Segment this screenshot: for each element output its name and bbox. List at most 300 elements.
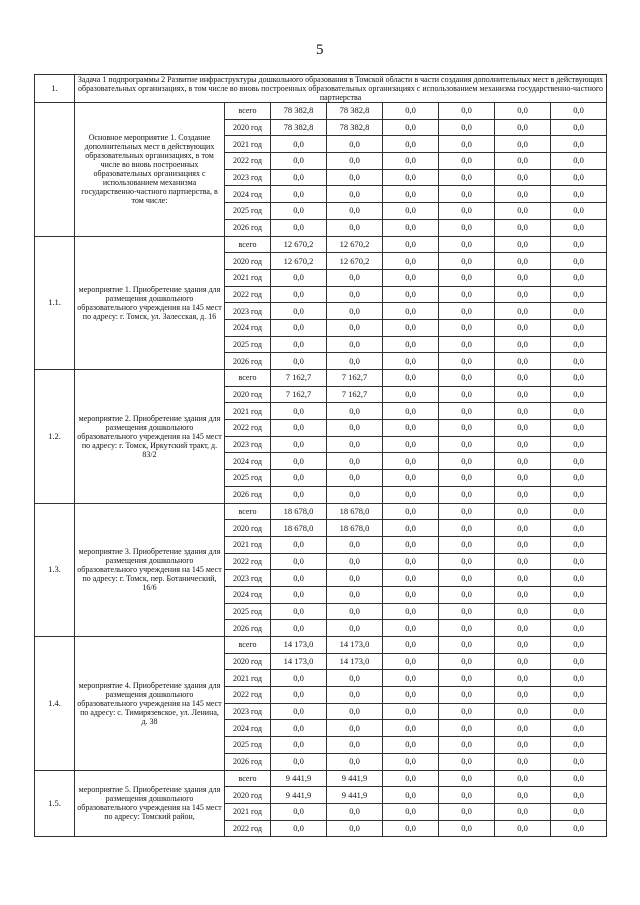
- period-cell: 2025 год: [225, 603, 271, 620]
- value-cell: 0,0: [383, 753, 439, 770]
- value-cell: 0,0: [551, 169, 607, 186]
- value-cell: 0,0: [271, 553, 327, 570]
- value-cell: 0,0: [551, 386, 607, 403]
- value-cell: 0,0: [551, 520, 607, 537]
- value-cell: 0,0: [327, 803, 383, 820]
- value-cell: 0,0: [383, 353, 439, 370]
- value-cell: 14 173,0: [327, 653, 383, 670]
- value-cell: 0,0: [495, 436, 551, 453]
- value-cell: 14 173,0: [271, 637, 327, 654]
- value-cell: 0,0: [271, 470, 327, 487]
- value-cell: 0,0: [383, 169, 439, 186]
- value-cell: 0,0: [383, 186, 439, 203]
- period-cell: всего: [225, 370, 271, 387]
- value-cell: 0,0: [327, 436, 383, 453]
- value-cell: 0,0: [383, 453, 439, 470]
- value-cell: 0,0: [327, 269, 383, 286]
- activity-name: Основное мероприятие 1. Создание дополнительных мест в действующих образовательных организациях, в том числе во вновь построенных образовательных организациях с использованием механизма государственно-частного партнерства, в том числе:: [75, 103, 225, 237]
- value-cell: 0,0: [439, 753, 495, 770]
- value-cell: 0,0: [271, 820, 327, 837]
- value-cell: 0,0: [551, 353, 607, 370]
- value-cell: 0,0: [383, 520, 439, 537]
- value-cell: 0,0: [439, 169, 495, 186]
- value-cell: 0,0: [383, 703, 439, 720]
- period-cell: всего: [225, 770, 271, 787]
- period-cell: 2020 год: [225, 386, 271, 403]
- value-cell: 0,0: [495, 770, 551, 787]
- value-cell: 0,0: [327, 470, 383, 487]
- task-number: 1.: [35, 75, 75, 103]
- period-cell: 2026 год: [225, 620, 271, 637]
- value-cell: 0,0: [271, 753, 327, 770]
- value-cell: 0,0: [551, 319, 607, 336]
- value-cell: 0,0: [383, 420, 439, 437]
- value-cell: 0,0: [383, 803, 439, 820]
- value-cell: 7 162,7: [271, 370, 327, 387]
- value-cell: 18 678,0: [271, 520, 327, 537]
- value-cell: 0,0: [383, 219, 439, 236]
- value-cell: 0,0: [551, 403, 607, 420]
- period-cell: 2020 год: [225, 653, 271, 670]
- value-cell: 0,0: [439, 136, 495, 153]
- value-cell: 0,0: [439, 820, 495, 837]
- value-cell: 0,0: [327, 136, 383, 153]
- value-cell: 0,0: [271, 670, 327, 687]
- value-cell: 0,0: [495, 653, 551, 670]
- value-cell: 78 382,8: [271, 119, 327, 136]
- period-cell: 2024 год: [225, 586, 271, 603]
- value-cell: 0,0: [551, 670, 607, 687]
- value-cell: 0,0: [495, 203, 551, 220]
- period-cell: 2023 год: [225, 169, 271, 186]
- value-cell: 0,0: [383, 253, 439, 270]
- value-cell: 0,0: [271, 153, 327, 170]
- value-cell: 18 678,0: [327, 503, 383, 520]
- value-cell: 0,0: [439, 803, 495, 820]
- value-cell: 18 678,0: [327, 520, 383, 537]
- value-cell: 0,0: [495, 286, 551, 303]
- value-cell: 0,0: [495, 153, 551, 170]
- value-cell: 78 382,8: [271, 103, 327, 120]
- value-cell: 0,0: [271, 536, 327, 553]
- value-cell: 0,0: [439, 770, 495, 787]
- period-cell: 2020 год: [225, 119, 271, 136]
- value-cell: 0,0: [383, 470, 439, 487]
- table-row: [35, 103, 607, 120]
- value-cell: 0,0: [551, 536, 607, 553]
- value-cell: 0,0: [327, 336, 383, 353]
- task-title: Задача 1 подпрограммы 2 Развитие инфраструктуры дошкольного образования в Томской области в части создания дополнительных мест в действующих образовательных организациях, в том числе во вновь построенных образовательных организациях с использованием механизма государственно-частного партнерства: [75, 75, 607, 103]
- period-cell: 2021 год: [225, 136, 271, 153]
- value-cell: 0,0: [495, 353, 551, 370]
- value-cell: 0,0: [383, 536, 439, 553]
- value-cell: 0,0: [551, 219, 607, 236]
- value-cell: 0,0: [439, 286, 495, 303]
- value-cell: 0,0: [271, 186, 327, 203]
- value-cell: 9 441,9: [327, 770, 383, 787]
- period-cell: 2025 год: [225, 336, 271, 353]
- value-cell: 0,0: [271, 586, 327, 603]
- activity-name: мероприятие 3. Приобретение здания для размещения дошкольного образовательного учреждения на 145 мест по адресу: г. Томск, пер. Ботанический, 16/6: [75, 503, 225, 637]
- period-cell: 2022 год: [225, 153, 271, 170]
- period-cell: 2022 год: [225, 286, 271, 303]
- period-cell: 2025 год: [225, 203, 271, 220]
- value-cell: 0,0: [495, 553, 551, 570]
- period-cell: 2024 год: [225, 720, 271, 737]
- value-cell: 0,0: [551, 570, 607, 587]
- value-cell: 0,0: [327, 586, 383, 603]
- value-cell: 0,0: [271, 353, 327, 370]
- value-cell: 0,0: [551, 453, 607, 470]
- value-cell: 0,0: [327, 570, 383, 587]
- period-cell: 2022 год: [225, 687, 271, 704]
- value-cell: 0,0: [495, 219, 551, 236]
- value-cell: 0,0: [383, 436, 439, 453]
- value-cell: 0,0: [327, 169, 383, 186]
- value-cell: 0,0: [327, 319, 383, 336]
- value-cell: 0,0: [495, 620, 551, 637]
- value-cell: 0,0: [271, 620, 327, 637]
- value-cell: 0,0: [383, 820, 439, 837]
- value-cell: 0,0: [383, 303, 439, 320]
- value-cell: 0,0: [327, 486, 383, 503]
- value-cell: 0,0: [495, 420, 551, 437]
- value-cell: 0,0: [551, 436, 607, 453]
- value-cell: 0,0: [383, 553, 439, 570]
- period-cell: всего: [225, 103, 271, 120]
- value-cell: 0,0: [439, 586, 495, 603]
- value-cell: 0,0: [439, 553, 495, 570]
- value-cell: 0,0: [551, 603, 607, 620]
- value-cell: 0,0: [271, 687, 327, 704]
- period-cell: всего: [225, 637, 271, 654]
- value-cell: 0,0: [551, 486, 607, 503]
- value-cell: 9 441,9: [327, 787, 383, 804]
- value-cell: 0,0: [495, 503, 551, 520]
- value-cell: 0,0: [439, 403, 495, 420]
- value-cell: 0,0: [551, 820, 607, 837]
- value-cell: 0,0: [327, 420, 383, 437]
- value-cell: 0,0: [271, 336, 327, 353]
- value-cell: 0,0: [439, 236, 495, 253]
- value-cell: 0,0: [439, 303, 495, 320]
- value-cell: 12 670,2: [271, 236, 327, 253]
- value-cell: 0,0: [383, 403, 439, 420]
- value-cell: 0,0: [271, 169, 327, 186]
- value-cell: 0,0: [551, 720, 607, 737]
- program-table: [34, 74, 607, 837]
- value-cell: 12 670,2: [271, 253, 327, 270]
- value-cell: 0,0: [439, 370, 495, 387]
- value-cell: 0,0: [495, 319, 551, 336]
- value-cell: 0,0: [439, 219, 495, 236]
- page-number: 5: [316, 42, 324, 58]
- value-cell: 0,0: [551, 503, 607, 520]
- value-cell: 0,0: [551, 803, 607, 820]
- value-cell: 18 678,0: [271, 503, 327, 520]
- value-cell: 0,0: [551, 420, 607, 437]
- value-cell: 0,0: [551, 637, 607, 654]
- value-cell: 0,0: [383, 770, 439, 787]
- value-cell: 0,0: [495, 370, 551, 387]
- period-cell: 2020 год: [225, 520, 271, 537]
- value-cell: 0,0: [551, 236, 607, 253]
- value-cell: 12 670,2: [327, 253, 383, 270]
- value-cell: 0,0: [495, 453, 551, 470]
- value-cell: 0,0: [439, 470, 495, 487]
- value-cell: 0,0: [495, 536, 551, 553]
- value-cell: 0,0: [383, 370, 439, 387]
- value-cell: 0,0: [439, 603, 495, 620]
- value-cell: 0,0: [383, 653, 439, 670]
- period-cell: 2024 год: [225, 186, 271, 203]
- value-cell: 0,0: [439, 687, 495, 704]
- value-cell: 0,0: [495, 787, 551, 804]
- value-cell: 0,0: [495, 186, 551, 203]
- period-cell: 2023 год: [225, 570, 271, 587]
- table-row: [35, 503, 607, 520]
- value-cell: 9 441,9: [271, 770, 327, 787]
- value-cell: 0,0: [327, 670, 383, 687]
- value-cell: 0,0: [383, 286, 439, 303]
- value-cell: 14 173,0: [271, 653, 327, 670]
- value-cell: 0,0: [495, 570, 551, 587]
- value-cell: 0,0: [271, 803, 327, 820]
- period-cell: 2026 год: [225, 353, 271, 370]
- value-cell: 0,0: [495, 753, 551, 770]
- value-cell: 0,0: [327, 186, 383, 203]
- activity-name: мероприятие 4. Приобретение здания для размещения дошкольного образовательного учреждения на 145 мест по адресу: с. Тимирязевское, ул. Ленина, д. 38: [75, 637, 225, 771]
- value-cell: 0,0: [439, 386, 495, 403]
- value-cell: 0,0: [551, 737, 607, 754]
- value-cell: 0,0: [495, 136, 551, 153]
- value-cell: 0,0: [495, 687, 551, 704]
- value-cell: 0,0: [383, 586, 439, 603]
- value-cell: 0,0: [439, 186, 495, 203]
- value-cell: 0,0: [271, 436, 327, 453]
- value-cell: 12 670,2: [327, 236, 383, 253]
- value-cell: 0,0: [327, 219, 383, 236]
- value-cell: 7 162,7: [327, 386, 383, 403]
- activity-name: мероприятие 1. Приобретение здания для размещения дошкольного образовательного учреждения на 145 мест по адресу: г. Томск, ул. Залесская, д. 16: [75, 236, 225, 370]
- period-cell: 2021 год: [225, 536, 271, 553]
- table-body: [35, 75, 607, 837]
- value-cell: 0,0: [495, 520, 551, 537]
- value-cell: 0,0: [383, 386, 439, 403]
- value-cell: 0,0: [439, 536, 495, 553]
- period-cell: всего: [225, 236, 271, 253]
- activity-number: 1.3.: [35, 503, 75, 637]
- period-cell: 2021 год: [225, 403, 271, 420]
- value-cell: 0,0: [495, 586, 551, 603]
- value-cell: 0,0: [495, 253, 551, 270]
- value-cell: 0,0: [271, 203, 327, 220]
- value-cell: 0,0: [271, 703, 327, 720]
- activity-number: 1.1.: [35, 236, 75, 370]
- value-cell: 0,0: [551, 753, 607, 770]
- value-cell: 0,0: [327, 286, 383, 303]
- table-row: [35, 637, 607, 654]
- value-cell: 0,0: [439, 703, 495, 720]
- value-cell: 0,0: [551, 470, 607, 487]
- value-cell: 0,0: [551, 553, 607, 570]
- value-cell: 0,0: [439, 453, 495, 470]
- value-cell: 0,0: [383, 503, 439, 520]
- value-cell: 0,0: [271, 403, 327, 420]
- period-cell: 2020 год: [225, 787, 271, 804]
- value-cell: 0,0: [551, 370, 607, 387]
- value-cell: 0,0: [327, 536, 383, 553]
- value-cell: 0,0: [495, 169, 551, 186]
- value-cell: 0,0: [439, 570, 495, 587]
- value-cell: 0,0: [327, 620, 383, 637]
- value-cell: 0,0: [327, 687, 383, 704]
- value-cell: 0,0: [439, 336, 495, 353]
- period-cell: всего: [225, 503, 271, 520]
- value-cell: 0,0: [551, 586, 607, 603]
- value-cell: 0,0: [327, 153, 383, 170]
- period-cell: 2023 год: [225, 703, 271, 720]
- value-cell: 0,0: [495, 670, 551, 687]
- value-cell: 0,0: [327, 553, 383, 570]
- value-cell: 0,0: [439, 436, 495, 453]
- value-cell: 0,0: [495, 486, 551, 503]
- value-cell: 0,0: [439, 520, 495, 537]
- value-cell: 7 162,7: [271, 386, 327, 403]
- value-cell: 9 441,9: [271, 787, 327, 804]
- value-cell: 0,0: [495, 269, 551, 286]
- value-cell: 0,0: [439, 203, 495, 220]
- value-cell: 0,0: [271, 303, 327, 320]
- value-cell: 0,0: [271, 453, 327, 470]
- period-cell: 2022 год: [225, 820, 271, 837]
- value-cell: 0,0: [551, 253, 607, 270]
- value-cell: 0,0: [439, 269, 495, 286]
- activity-name: мероприятие 5. Приобретение здания для размещения дошкольного образовательного учреждения на 145 мест по адресу: Томский район,: [75, 770, 225, 837]
- value-cell: 0,0: [439, 119, 495, 136]
- value-cell: 0,0: [383, 737, 439, 754]
- value-cell: 0,0: [439, 637, 495, 654]
- value-cell: 0,0: [327, 403, 383, 420]
- period-cell: 2026 год: [225, 753, 271, 770]
- value-cell: 0,0: [495, 336, 551, 353]
- value-cell: 0,0: [495, 603, 551, 620]
- value-cell: 0,0: [383, 670, 439, 687]
- value-cell: 0,0: [383, 203, 439, 220]
- value-cell: 0,0: [551, 653, 607, 670]
- value-cell: 0,0: [495, 403, 551, 420]
- value-cell: 0,0: [439, 670, 495, 687]
- value-cell: 0,0: [271, 420, 327, 437]
- value-cell: 0,0: [271, 136, 327, 153]
- value-cell: 0,0: [495, 236, 551, 253]
- value-cell: 0,0: [271, 286, 327, 303]
- value-cell: 0,0: [495, 703, 551, 720]
- period-cell: 2021 год: [225, 803, 271, 820]
- value-cell: 0,0: [495, 386, 551, 403]
- value-cell: 0,0: [551, 687, 607, 704]
- value-cell: 0,0: [383, 136, 439, 153]
- task-row: [35, 75, 607, 103]
- value-cell: 0,0: [439, 503, 495, 520]
- value-cell: 0,0: [271, 269, 327, 286]
- value-cell: 0,0: [327, 753, 383, 770]
- value-cell: 0,0: [439, 486, 495, 503]
- value-cell: 0,0: [551, 336, 607, 353]
- value-cell: 0,0: [271, 720, 327, 737]
- period-cell: 2024 год: [225, 453, 271, 470]
- value-cell: 0,0: [439, 353, 495, 370]
- value-cell: 0,0: [551, 770, 607, 787]
- activity-number: 1.2.: [35, 370, 75, 504]
- period-cell: 2022 год: [225, 553, 271, 570]
- value-cell: 0,0: [383, 103, 439, 120]
- value-cell: 0,0: [495, 470, 551, 487]
- value-cell: 0,0: [551, 136, 607, 153]
- value-cell: 0,0: [327, 820, 383, 837]
- period-cell: 2026 год: [225, 219, 271, 236]
- value-cell: 0,0: [271, 486, 327, 503]
- value-cell: 0,0: [551, 303, 607, 320]
- value-cell: 0,0: [551, 787, 607, 804]
- value-cell: 0,0: [383, 620, 439, 637]
- value-cell: 0,0: [327, 603, 383, 620]
- period-cell: 2026 год: [225, 486, 271, 503]
- value-cell: 0,0: [327, 703, 383, 720]
- value-cell: 0,0: [551, 703, 607, 720]
- value-cell: 0,0: [327, 737, 383, 754]
- value-cell: 0,0: [439, 653, 495, 670]
- activity-number: [35, 103, 75, 237]
- table-row: [35, 770, 607, 787]
- value-cell: 0,0: [383, 603, 439, 620]
- value-cell: 0,0: [495, 720, 551, 737]
- activity-number: 1.5.: [35, 770, 75, 837]
- value-cell: 0,0: [383, 319, 439, 336]
- period-cell: 2023 год: [225, 436, 271, 453]
- value-cell: 7 162,7: [327, 370, 383, 387]
- period-cell: 2022 год: [225, 420, 271, 437]
- value-cell: 0,0: [439, 153, 495, 170]
- value-cell: 0,0: [495, 103, 551, 120]
- value-cell: 0,0: [383, 486, 439, 503]
- value-cell: 0,0: [551, 620, 607, 637]
- period-cell: 2020 год: [225, 253, 271, 270]
- value-cell: 0,0: [551, 103, 607, 120]
- value-cell: 0,0: [551, 269, 607, 286]
- value-cell: 0,0: [439, 787, 495, 804]
- value-cell: 0,0: [383, 236, 439, 253]
- period-cell: 2025 год: [225, 737, 271, 754]
- value-cell: 0,0: [383, 787, 439, 804]
- value-cell: 78 382,8: [327, 119, 383, 136]
- value-cell: 0,0: [383, 119, 439, 136]
- period-cell: 2025 год: [225, 470, 271, 487]
- value-cell: 0,0: [271, 219, 327, 236]
- period-cell: 2023 год: [225, 303, 271, 320]
- activity-number: 1.4.: [35, 637, 75, 771]
- value-cell: 0,0: [327, 203, 383, 220]
- value-cell: 0,0: [327, 353, 383, 370]
- value-cell: 0,0: [383, 269, 439, 286]
- table-row: [35, 236, 607, 253]
- value-cell: 0,0: [551, 186, 607, 203]
- value-cell: 0,0: [495, 637, 551, 654]
- value-cell: 0,0: [327, 303, 383, 320]
- period-cell: 2021 год: [225, 269, 271, 286]
- period-cell: 2021 год: [225, 670, 271, 687]
- value-cell: 0,0: [383, 637, 439, 654]
